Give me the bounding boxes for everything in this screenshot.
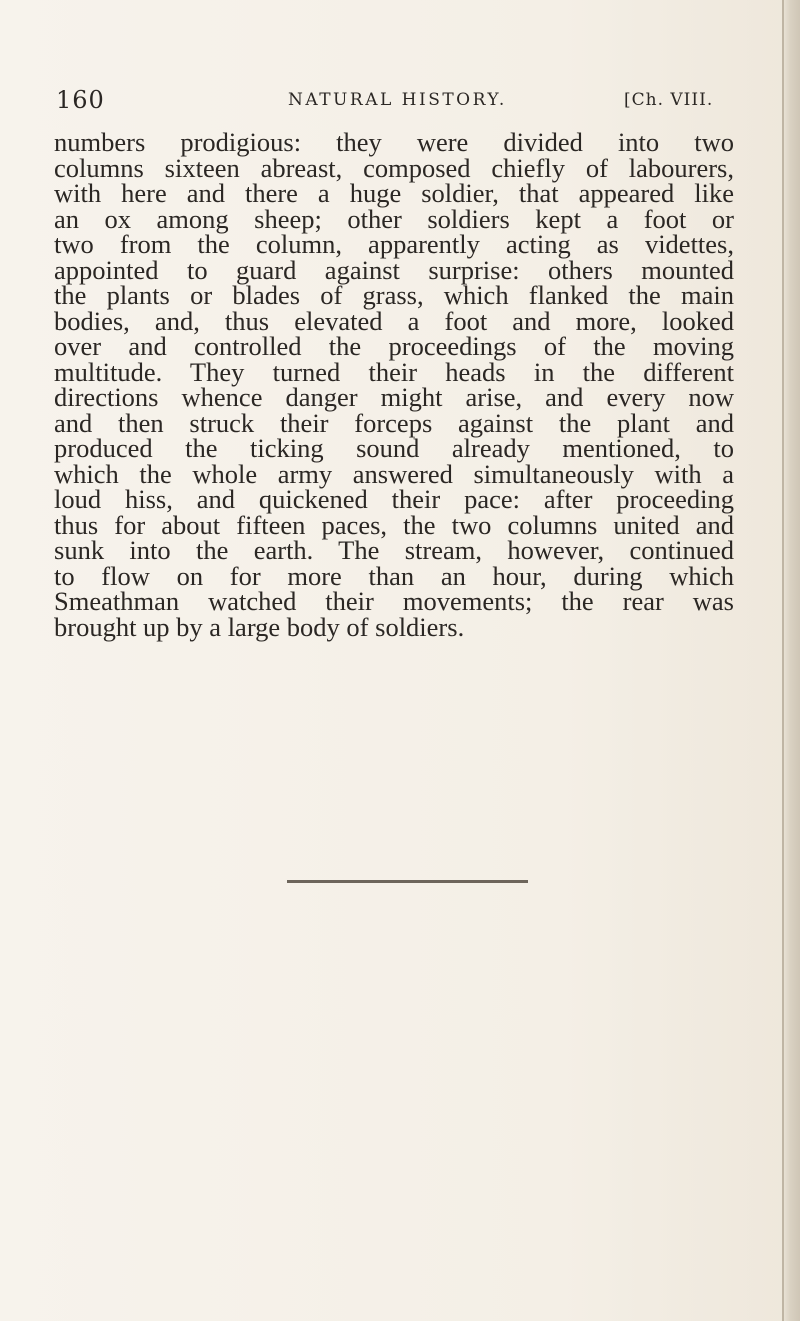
- text-line: directions whence danger might arise, and every now: [54, 382, 734, 412]
- text-line: appointed to guard against surprise: others mounted: [54, 254, 734, 285]
- text-line: Smeathman watched their movements; the rear was: [54, 586, 734, 616]
- text-line: over and controlled the proceedings of the moving: [54, 331, 734, 361]
- text-line: an ox among sheep; other soldiers kept a foot or: [54, 203, 734, 234]
- page-edge: [782, 0, 800, 1321]
- text-line: columns sixteen abreast, composed chiefly of labourers,: [54, 152, 734, 183]
- text-line: which the whole army answered simultaneously with a: [54, 458, 734, 489]
- text-line: with here and there a huge soldier, that appeared like: [54, 178, 734, 208]
- text-line: thus for about fifteen paces, the two columns united and: [54, 509, 734, 540]
- text-line: brought up by a large body of soldiers.: [54, 611, 465, 642]
- body-text: [54, 127, 744, 642]
- text-line: the plants or blades of grass, which flanked the main: [54, 280, 734, 310]
- text-line: multitude. They turned their heads in the different: [54, 356, 734, 387]
- running-title: NATURAL HISTORY.: [288, 90, 507, 110]
- text-line: produced the ticking sound already mentioned, to: [54, 433, 734, 463]
- section-divider: [287, 880, 528, 883]
- text-line: to flow on for more than an hour, during which: [54, 560, 734, 591]
- text-line: two from the column, apparently acting as videttes,: [54, 229, 734, 259]
- page-header: [56, 86, 746, 114]
- chapter-reference: [Ch. VIII.: [624, 90, 714, 110]
- text-line: bodies, and, thus elevated a foot and more, looked: [54, 305, 734, 336]
- text-line: and then struck their forceps against the plant and: [54, 407, 734, 438]
- text-line: loud hiss, and quickened their pace: after proceeding: [54, 484, 734, 514]
- page-number: 160: [56, 86, 105, 114]
- text-line: sunk into the earth. The stream, however, continued: [54, 535, 734, 565]
- text-line: numbers prodigious: they were divided into two: [54, 127, 734, 157]
